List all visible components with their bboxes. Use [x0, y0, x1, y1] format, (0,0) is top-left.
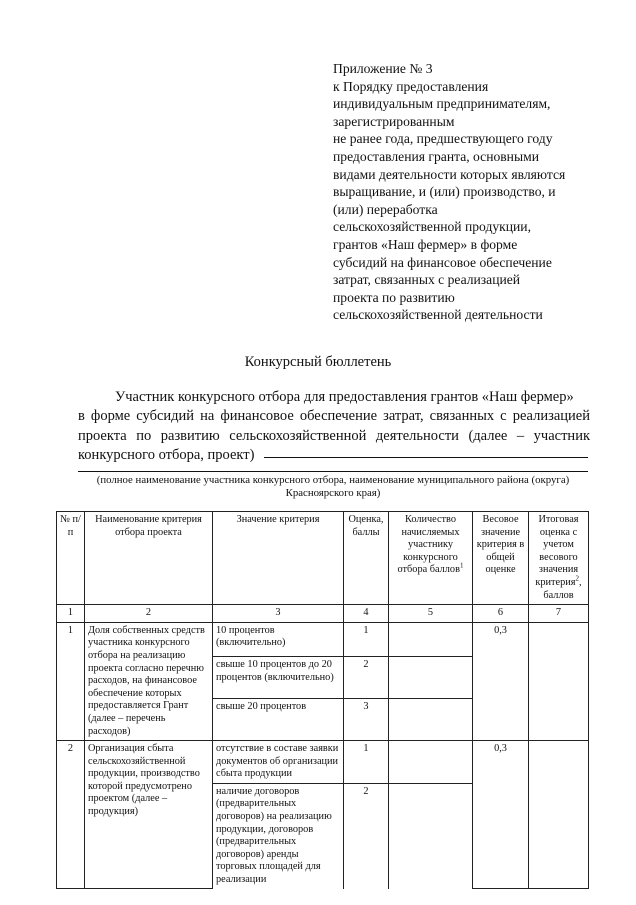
appendix-line: видами деятельности которых являются [333, 166, 566, 182]
intro-paragraph [78, 388, 590, 465]
criterion-score: 2 [344, 657, 389, 699]
appendix-line: Приложение № 3 [333, 61, 433, 76]
appendix-line: проекта по развитию [333, 289, 455, 305]
appendix-line: к Порядку предоставления [333, 78, 489, 94]
field-caption [78, 474, 588, 500]
appendix-line: сельскохозяйственной деятельности [333, 307, 543, 323]
header-weight: Весовое значение критерия в общей оценке [473, 512, 529, 605]
points-cell[interactable] [389, 741, 473, 784]
appendix-block [333, 60, 608, 324]
col-number: 6 [473, 605, 529, 623]
final-score-cell[interactable] [529, 741, 589, 889]
col-number: 7 [529, 605, 589, 623]
criterion-weight: 0,3 [473, 741, 529, 889]
appendix-line: сельскохозяйственной продукции, [333, 219, 531, 235]
header-count [389, 512, 473, 605]
criterion-value: 10 процентов (включительно) [213, 622, 344, 656]
final-score-cell[interactable] [529, 622, 589, 740]
criterion-name: Доля собственных средств участника конкурсного отбора на реализацию проекта согласно перечню расходов, на финансовое обеспечение которых предоставляется Грант (далее – перечень расходов) [85, 622, 213, 740]
intro-line: Участник конкурсного отбора для предоставления грантов «Наш фермер» [115, 389, 574, 405]
header-value: Значение критерия [213, 512, 344, 605]
column-number-row [57, 605, 589, 623]
appendix-line: грантов «Наш фермер» в форме [333, 236, 518, 252]
caption-line: (полное наименование участника конкурсного отбора, наименование муниципального района (округа) [96, 474, 570, 486]
header-final-text: Итоговая оценка с учетом весового значения критерия [535, 514, 579, 588]
points-cell[interactable] [389, 783, 473, 888]
criterion-score: 1 [344, 741, 389, 784]
criterion-score: 2 [344, 783, 389, 888]
appendix-line: затрат, связанных с реализацией [333, 272, 521, 288]
row-num: 2 [57, 741, 85, 889]
header-count-text: Количество начисляемых участнику конкурсного отбора баллов [397, 514, 460, 576]
header-num: № п/п [57, 512, 85, 605]
criterion-score: 1 [344, 622, 389, 656]
header-score: Оценка, баллы [344, 512, 389, 605]
appendix-line: выращивание, и (или) производство, и [333, 184, 556, 200]
row-num: 1 [57, 622, 85, 740]
appendix-line: зарегистрированным [333, 113, 455, 129]
intro-line: проекта по развитию сельскохозяйственной деятельности (далее – участник [78, 427, 590, 444]
points-cell[interactable] [389, 622, 473, 656]
criterion-score: 3 [344, 699, 389, 741]
criterion-value: свыше 10 процентов до 20 процентов (включительно) [213, 657, 344, 699]
table-row [57, 741, 589, 784]
header-name: Наименование критерия отбора проекта [85, 512, 213, 605]
criteria-table [56, 511, 589, 889]
header-final [529, 512, 589, 605]
col-number: 5 [389, 605, 473, 623]
col-number: 2 [85, 605, 213, 623]
appendix-line: субсидий на финансовое обеспечение [333, 254, 552, 270]
col-number: 3 [213, 605, 344, 623]
criterion-value: наличие договоров (предварительных договоров) на реализацию продукции, договоров (предварительных договоров) аренды торговых площадей для реализации [213, 783, 344, 888]
col-number: 4 [344, 605, 389, 623]
footnote-ref: 2 [575, 574, 580, 583]
caption-line: Красноярского края) [285, 487, 381, 499]
header-final-unit: , баллов [543, 576, 582, 601]
participant-name-field-line[interactable] [78, 471, 588, 472]
intro-line: в форме субсидий на финансовое обеспечение затрат, связанных с реализацией [78, 408, 590, 425]
footnote-ref: 1 [459, 561, 464, 570]
table-row [57, 622, 589, 656]
intro-line: конкурсного отбора, проект) [78, 446, 255, 463]
points-cell[interactable] [389, 699, 473, 741]
criterion-value: свыше 20 процентов [213, 699, 344, 741]
criterion-name: Организация сбыта сельскохозяйственной продукции, производство которой предусмотрено проектом (далее – продукция) [85, 741, 213, 889]
appendix-line: индивидуальным предпринимателям, [333, 96, 551, 112]
header-row [57, 512, 589, 605]
points-cell[interactable] [389, 657, 473, 699]
appendix-line: предоставления гранта, основными [333, 148, 539, 164]
document-title: Конкурсный бюллетень [244, 354, 392, 370]
appendix-line: (или) переработка [333, 201, 438, 217]
col-number: 1 [57, 605, 85, 623]
appendix-line: не ранее года, предшествующего году [333, 131, 553, 147]
participant-name-field[interactable] [264, 457, 588, 458]
criterion-weight: 0,3 [473, 622, 529, 740]
criterion-value: отсутствие в составе заявки документов об организации сбыта продукции [213, 741, 344, 784]
